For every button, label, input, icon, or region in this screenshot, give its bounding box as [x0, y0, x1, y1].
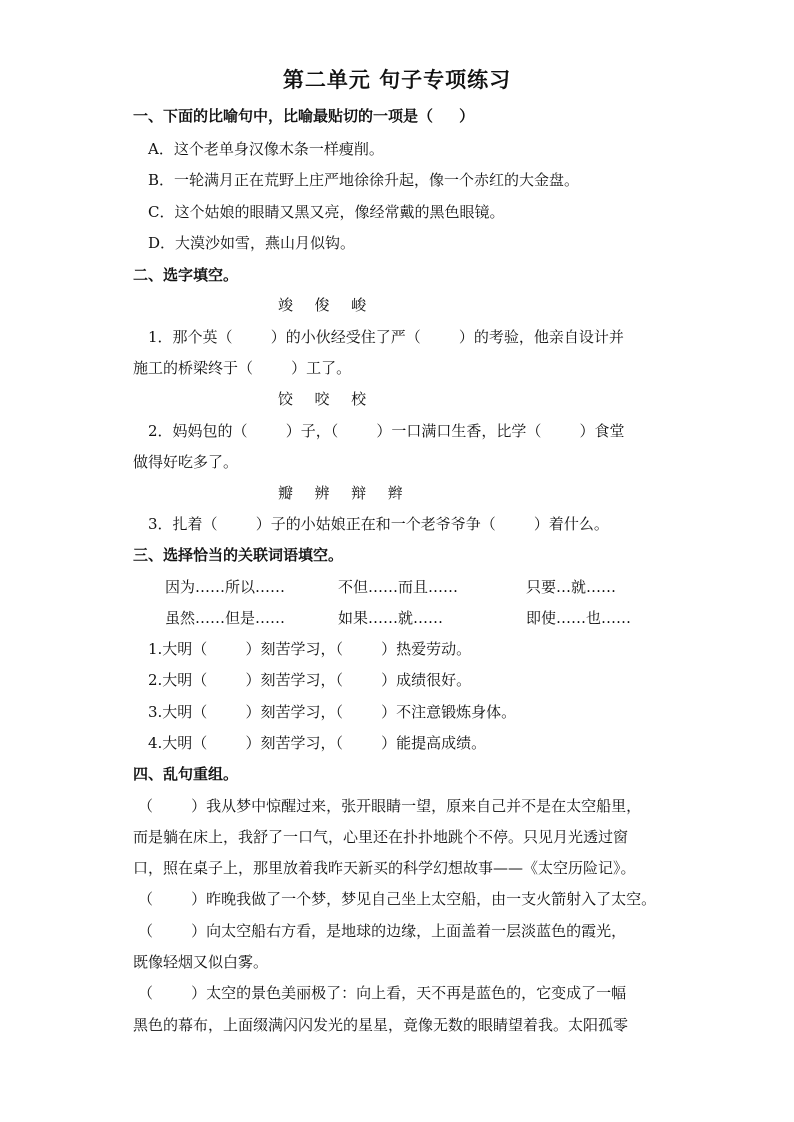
question-1-line-1: 1．那个英（ ）的小伙经受住了严（ ）的考验，他亲自设计并	[148, 328, 624, 346]
paragraph-line: （ ）昨晚我做了一个梦，梦见自己坐上太空船，由一支火箭射入了太空。	[138, 890, 657, 908]
word-group-3: 瓣 辨 辩 辫	[278, 484, 407, 502]
option-d: D．大漠沙如雪，燕山月似钩。	[148, 234, 356, 252]
question-2-line-2: 做得好吃多了。	[133, 453, 239, 471]
section3-heading: 三、选择恰当的关联词语填空。	[133, 546, 344, 564]
question-3-line-1: 3．扎着（ ）子的小姑娘正在和一个老爷爷争（ ）着什么。	[148, 515, 609, 533]
conjunction-question-3: 3.大明（ ）刻苦学习，（ ）不注意锻炼身体。	[148, 703, 517, 721]
section2-heading: 二、选字填空。	[133, 266, 239, 284]
conjunction-option: 不但……而且……	[338, 578, 459, 596]
page-title: 第二单元 句子专项练习	[282, 68, 512, 92]
conjunction-option: 因为……所以……	[165, 578, 286, 596]
word-group-2: 饺 咬 校	[278, 390, 371, 408]
paragraph-line: 而是躺在床上，我舒了一口气，心里还在扑扑地跳个不停。只见月光透过窗	[133, 828, 629, 846]
conjunction-option: 即使……也……	[526, 609, 632, 627]
conjunction-option: 只要…就……	[526, 578, 617, 596]
paragraph-line: 口，照在桌子上，那里放着我昨天新买的科学幻想故事——《太空历险记》。	[133, 859, 636, 877]
question-2-line-1: 2．妈妈包的（ ）子，（ ）一口满口生香，比学（ ）食堂	[148, 422, 625, 440]
conjunction-option: 虽然……但是……	[165, 609, 286, 627]
conjunction-question-1: 1.大明（ ）刻苦学习，（ ）热爱劳动。	[148, 640, 472, 658]
option-a: A．这个老单身汉像木条一样瘦削。	[148, 140, 384, 158]
option-b: B．一轮满月正在荒野上庄严地徐徐升起，像一个赤红的大金盘。	[148, 171, 580, 189]
question-1-line-2: 施工的桥梁终于（ ）工了。	[133, 359, 352, 377]
section1-heading: 一、下面的比喻句中，比喻最贴切的一项是（ ）	[133, 107, 475, 125]
paragraph-line: 黑色的幕布，上面缀满闪闪发光的星星，竟像无数的眼睛望着我。太阳孤零	[133, 1016, 629, 1034]
paragraph-line: （ ）太空的景色美丽极了：向上看，天不再是蓝色的，它变成了一幅	[138, 984, 627, 1002]
section4-heading: 四、乱句重组。	[133, 765, 239, 783]
option-c: C．这个姑娘的眼睛又黑又亮，像经常戴的黑色眼镜。	[148, 203, 505, 221]
paragraph-line: （ ）我从梦中惊醒过来，张开眼睛一望，原来自己并不是在太空船里，	[138, 797, 642, 815]
word-group-1: 竣 俊 峻	[278, 296, 371, 314]
conjunction-question-4: 4.大明（ ）刻苦学习，（ ）能提高成绩。	[148, 734, 487, 752]
conjunction-question-2: 2.大明（ ）刻苦学习，（ ）成绩很好。	[148, 671, 472, 689]
paragraph-line: （ ）向太空船右方看，是地球的边缘，上面盖着一层淡蓝色的霞光，	[138, 922, 627, 940]
paragraph-line: 既像轻烟又似白雾。	[133, 953, 269, 971]
conjunction-option: 如果……就……	[338, 609, 444, 627]
